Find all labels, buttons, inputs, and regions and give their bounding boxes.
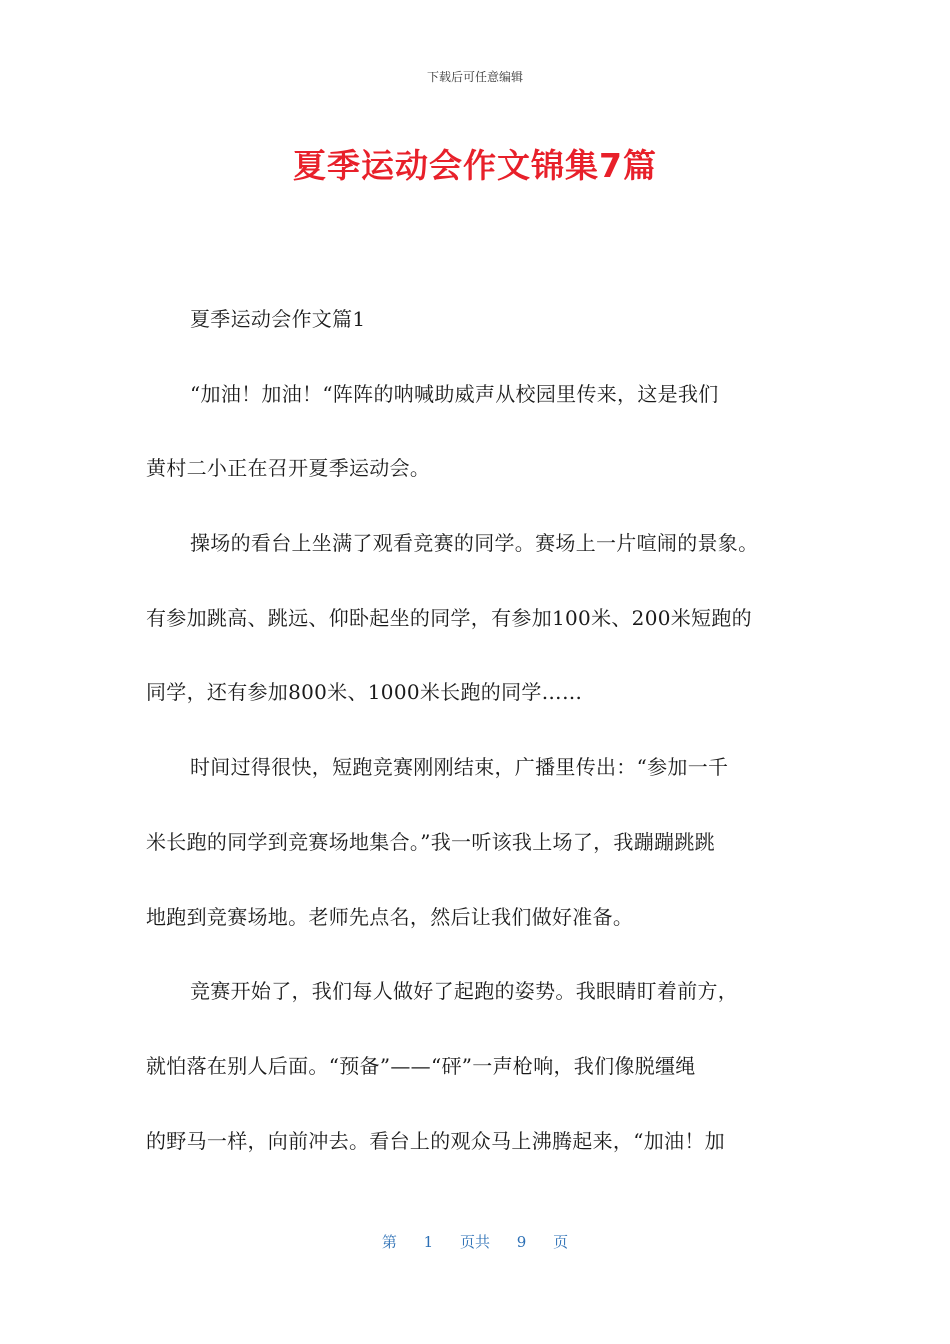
page-footer bbox=[0, 1231, 950, 1252]
document-title: 夏季运动会作文锦集7篇 bbox=[293, 146, 657, 185]
page-label-suffix: 页 bbox=[553, 1233, 569, 1251]
paragraph-line: 竞赛开始了，我们每人做好了起跑的姿势。我眼睛盯着前方， bbox=[190, 979, 739, 1004]
paragraph-line: 的野马一样，向前冲去。看台上的观众马上沸腾起来，“加油！加 bbox=[146, 1128, 725, 1153]
paragraph-line: “加油！加油！“阵阵的呐喊助威声从校园里传来，这是我们 bbox=[190, 381, 719, 406]
paragraph-line: 操场的看台上坐满了观看竞赛的同学。赛场上一片喧闹的景象。 bbox=[190, 531, 759, 556]
paragraph-line: 同学，还有参加800米、1000米长跑的同学…… bbox=[146, 680, 583, 705]
section-heading: 夏季运动会作文篇1 bbox=[190, 307, 366, 331]
current-page-number: 1 bbox=[423, 1233, 434, 1251]
paragraph-line: 时间过得很快，短跑竞赛刚刚结束，广播里传出：“参加一千 bbox=[190, 755, 729, 780]
total-pages-number: 9 bbox=[516, 1233, 527, 1251]
header-note: 下载后可任意编辑 bbox=[426, 70, 523, 84]
paragraph-line: 黄村二小正在召开夏季运动会。 bbox=[146, 456, 431, 481]
paragraph-line: 米长跑的同学到竞赛场地集合。”我一听该我上场了，我蹦蹦跳跳 bbox=[146, 829, 715, 854]
page-label-middle: 页共 bbox=[459, 1233, 490, 1251]
paragraph-line: 有参加跳高、跳远、仰卧起坐的同学，有参加100米、200米短跑的 bbox=[146, 605, 752, 630]
page-label-prefix: 第 bbox=[381, 1233, 397, 1251]
paragraph-line: 就怕落在别人后面。“预备”——“砰”一声枪响，我们像脱缰绳 bbox=[146, 1053, 696, 1078]
paragraph-line: 地跑到竞赛场地。老师先点名，然后让我们做好准备。 bbox=[146, 904, 634, 929]
document-body bbox=[146, 282, 810, 1178]
